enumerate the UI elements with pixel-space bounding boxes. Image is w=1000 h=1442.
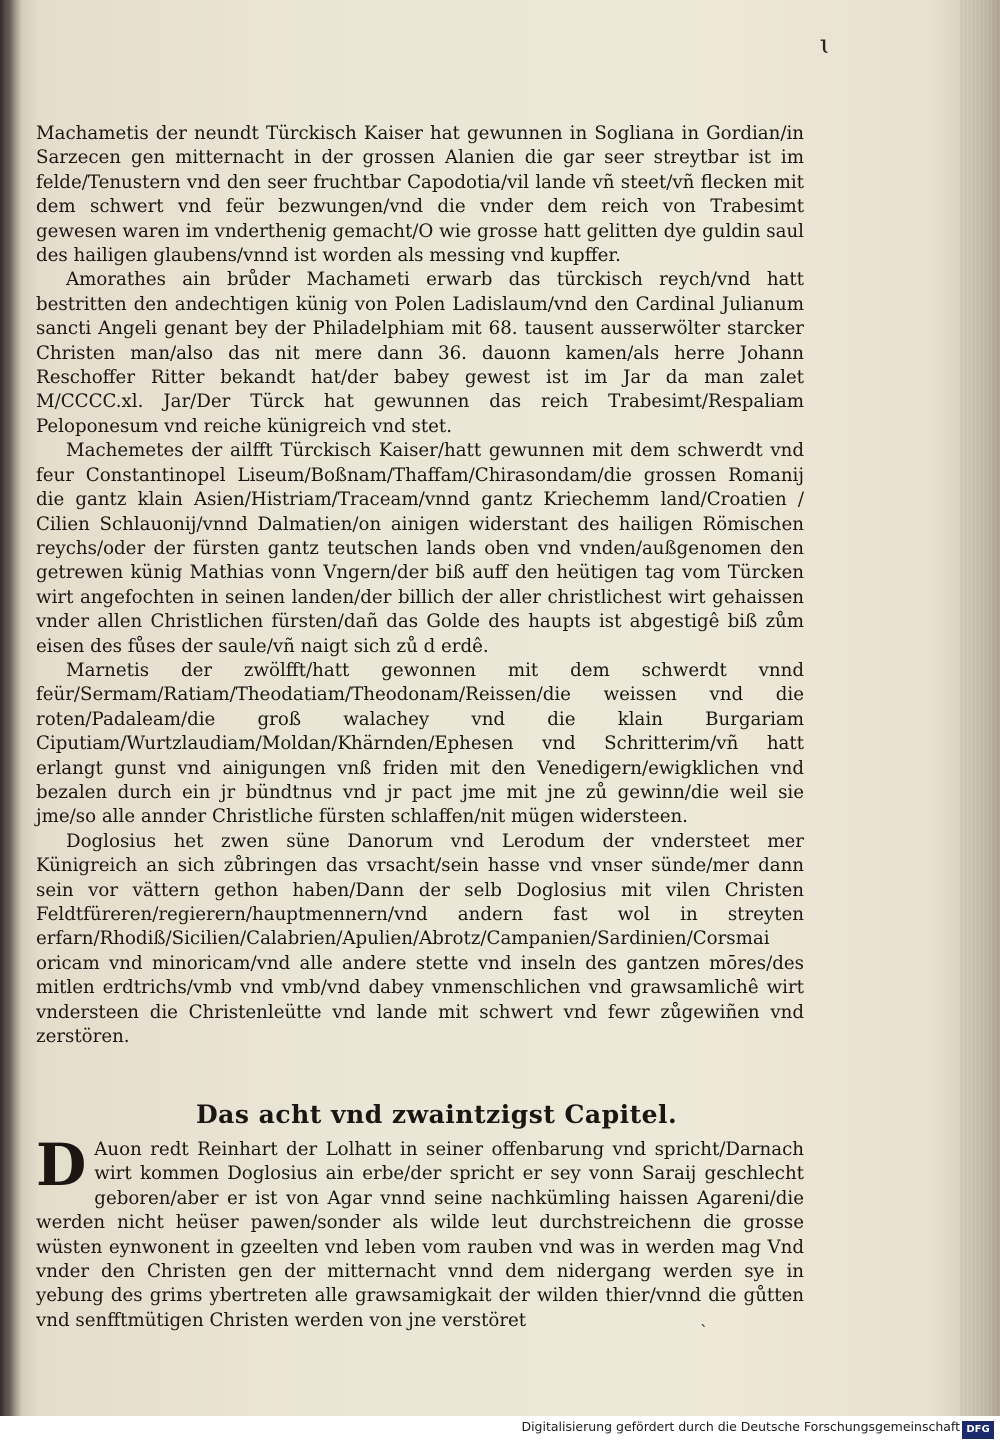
- footer-credit: Digitalisierung gefördert durch die Deutsche Forschungsgemeinschaft: [521, 1419, 960, 1434]
- dfg-logo-icon: DFG: [962, 1421, 994, 1439]
- paragraph-2: Amorathes ain brůder Machameti erwarb das türckisch reych/vnd hatt bestritten den andechtigen künig von Polen Ladislaum/vnd den Cardinal Julianum sancti Angeli genant bey der Philadelphiam mit 68. tausent ausserwölter starcker Christen man/also das nit mere dann 36. dauonn kamen/als herre Johann Reschoffer Ritter bekandt hat/der babey gewest ist im Jar da man zalet M/CCCC.xl. Jar/Der Türck hat gewunnen das reich Trabesimt/Respaliam Peloponesum vnd reiche künigreich vnd stet.: [36, 269, 804, 437]
- binding-gutter: [0, 0, 22, 1442]
- stray-ink-mark: ˋ: [700, 1322, 708, 1341]
- footer-bar: [0, 1416, 1000, 1442]
- chapter-paragraph: Auon redt Reinhart der Lolhatt in seiner offenbarung vnd spricht/Darnach wirt kommen Doglosius ain erbe/der spricht er sey vonn Saraij geschlecht geboren/aber er ist von Agar vnnd seine nachkümling haissen Agareni/die werden nicht heüser pawen/sonder als wilde leut durchstreichenn die grosse wüsten eynwonent in gzeelten vnd leben vom rauben vnd was in werden mag Vnd vnder den Christen gen der mitternacht vnnd dem nidergang werden sye in yebung des grims ybertreten alle grawsamigkait der wilden thier/vnnd die gůtten vnd senfftmütigen Christen werden von jne verstöret: [36, 1139, 804, 1331]
- paragraph-5: Doglosius het zwen süne Danorum vnd Lerodum der vndersteet mer Künigreich an sich zůbringen das vrsacht/sein hasse vnd vnser sünde/mer dann sein vor vättern gethon haben/Dann der selb Doglosius mit vilen Christen Feldtfüreren/regierern/hauptmennern/vnd andern fast wol in streyten erfarn/Rhodiß/Sicilien/Calabrien/Apulien/Abrotz/Campanien/Sardinien/Corsmai oricam vnd minoricam/vnd alle andere stette vnd inseln des gantzen mōres/des mitlen erdtrichs/vmb vnd vmb/vnd dabey vnmenschlichen vnd grawsamlichê wirt vndersteen die Christenleütte vnd lande mit schwert vnd fewr zůgewiñen vnd zerstören.: [36, 830, 804, 1048]
- page-number: ɩ: [819, 30, 830, 60]
- main-text-block: [36, 122, 804, 1049]
- drop-cap-initial: D: [36, 1131, 87, 1199]
- chapter-text-block: [36, 1131, 804, 1333]
- paragraph-1: Machametis der neundt Türckisch Kaiser hat gewunnen in Sogliana in Gordian/in Sarzecen gen mitternacht in der grossen Alanien die gar seer streytbar ist im felde/Tenustern vnd den seer fruchtbar Capodotia/vil lande vñ steet/vñ flecken mit dem schwert vnd feür bezwungen/vnd die vnder dem reich von Trabesimt gewesen waren im vnderthenig gemacht/O wie grosse hatt gelitten dye guldin saul des hailigen glaubens/vnnd ist worden als messing vnd kupffer.: [36, 123, 804, 267]
- chapter-heading: Das acht vnd zwaintzigst Capitel.: [196, 1100, 678, 1129]
- paragraph-4: Marnetis der zwölfft/hatt gewonnen mit dem schwerdt vnnd feür/Sermam/Ratiam/Theodatiam/Theodonam/Reissen/die weissen vnd die roten/Padaleam/die groß walachey vnd die klain Burgariam Ciputiam/Wurtzlaudiam/Moldan/Khärnden/Ephesen vnd Schritterim/vñ hatt erlangt gunst vnd ainigungen vnß friden mit den Venedigern/ewigklichen vnd bezalen durch ein jr bündtnus vnd jr pact jme mit jne zů gewinn/die weil sie jme/so alle annder Christliche fürsten schlaffen/nit mügen widersteen.: [36, 659, 804, 828]
- page-edge-stack: [960, 0, 1000, 1442]
- paragraph-3: Machemetes der ailfft Türckisch Kaiser/hatt gewunnen mit dem schwerdt vnd feur Constantinopel Liseum/Boßnam/Thaffam/Chirasondam/die grossen Romanij die gantz klain Asien/Histriam/Traceam/vnnd gantz Kriechemm land/Croatien / Cilien Schlauonij/vnnd Dalmatien/on ainigen widerstant des hailigen Römischen reychs/oder der fürsten gantz teutschen lands oben vnd vnden/außgenomen den getrewen künig Mathias vonn Vngern/der biß auff den heütigen tag vom Türcken wirt angefochten in seinen landen/der billich der aller christlichest wirt gehaissen vnder allen Christlichen fürsten/dañ das Golde des haupts ist abgestigê biß zům eisen des fůses der saule/vñ naigt sich zů d erdê.: [36, 440, 804, 657]
